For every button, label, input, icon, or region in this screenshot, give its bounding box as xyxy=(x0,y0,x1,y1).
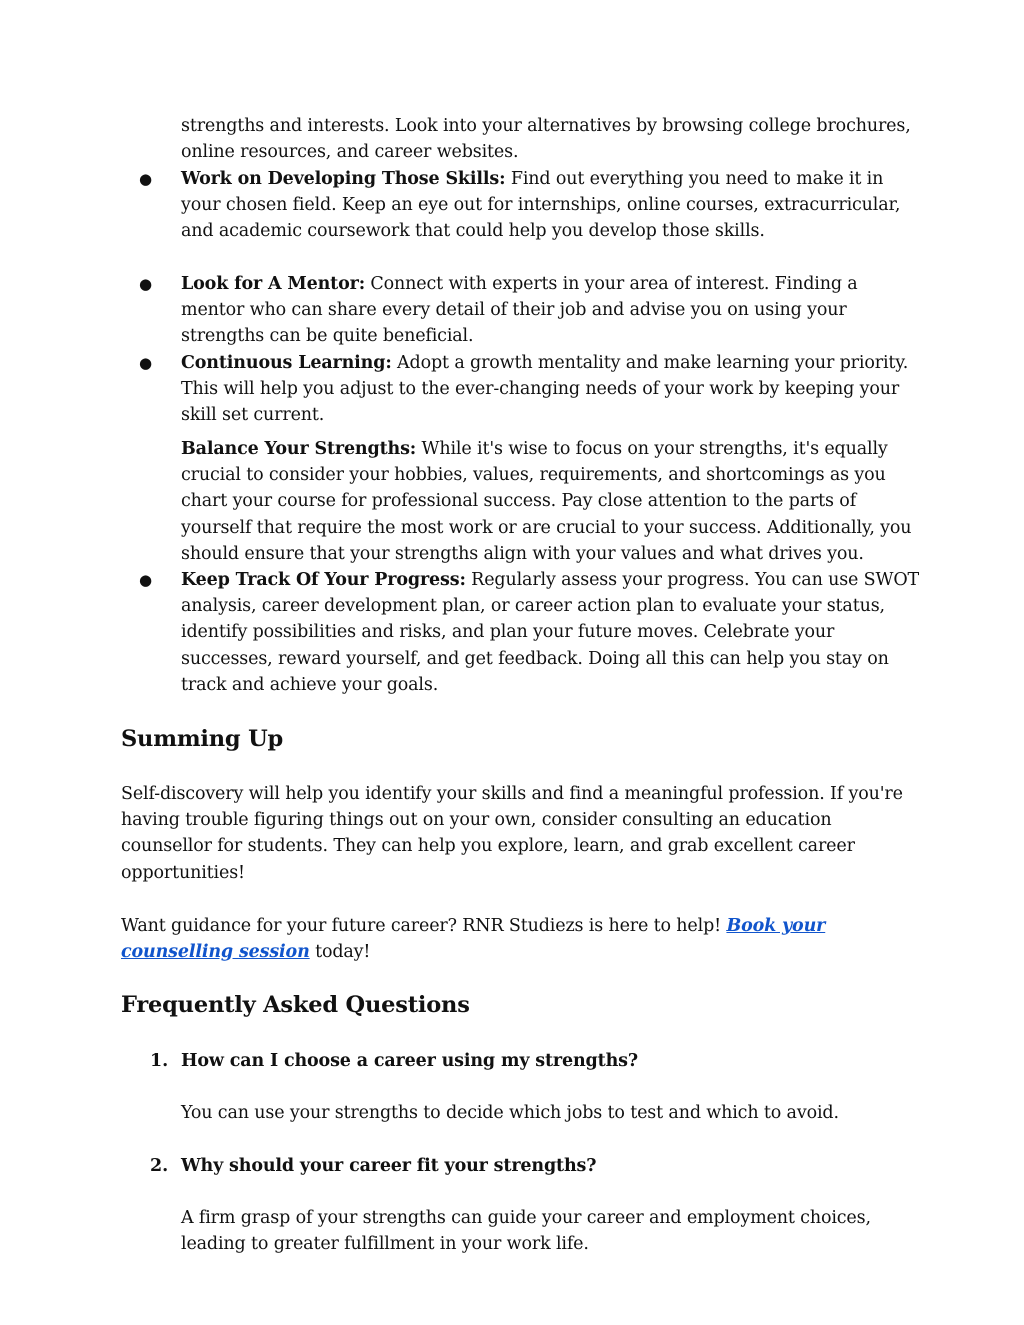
intro-continuation: strengths and interests. Look into your alternatives by browsing college brochures, online resources, and career websites. xyxy=(181,116,911,163)
bullet-title: Keep Track Of Your Progress: xyxy=(181,570,466,590)
faq-number: 2. xyxy=(150,1156,169,1176)
faq-answer: You can use your strengths to decide which jobs to test and which to avoid. xyxy=(181,1103,839,1123)
bullet-marker: ● xyxy=(139,571,153,589)
bullet-title: Continuous Learning: xyxy=(181,353,392,373)
bullet-title: Look for A Mentor: xyxy=(181,274,366,294)
bullet-title: Work on Developing Those Skills: xyxy=(181,169,506,189)
faq-question: Why should your career fit your strengths? xyxy=(181,1156,597,1176)
cta-text-before: Want guidance for your future career? RNR Studiezs is here to help! xyxy=(121,916,727,936)
bullet-marker: ● xyxy=(139,170,153,188)
bullet-track-progress xyxy=(181,567,921,698)
bullet-text: Regularly assess your progress. You can use SWOT analysis, career development plan, or career action plan to evaluate your status, identify possibilities and risks, and plan your future moves. Celebrate your successes, reward yourself, and get feedback. Doing all this can help you stay on track and achieve your goals. xyxy=(181,570,920,695)
faq-answer: A firm grasp of your strengths can guide your career and employment choices, leading to greater fulfillment in your work life. xyxy=(181,1208,871,1255)
faq-question: How can I choose a career using my strengths? xyxy=(181,1051,638,1071)
cta-paragraph xyxy=(121,913,911,965)
bullet-text: Find out everything you need to make it in your chosen field. Keep an eye out for internships, online courses, extracurricular, and academic coursework that could help you develop those skills. xyxy=(181,169,901,242)
bullet-continuous-learning xyxy=(181,350,921,429)
balance-strengths-paragraph xyxy=(181,436,921,567)
cta-text-after: today! xyxy=(309,942,371,963)
summing-up-paragraph: Self-discovery will help you identify your skills and find a meaningful profession. If you're having trouble figuring things out on your own, consider consulting an education counsellor for students. They can help you explore, learn, and grab excellent career opportunities! xyxy=(121,784,903,883)
faq-number: 1. xyxy=(150,1051,169,1071)
faq-heading: Frequently Asked Questions xyxy=(121,992,470,1018)
bullet-text: Adopt a growth mentality and make learning your priority. This will help you adjust to the ever-changing needs of your work by keeping your skill set current. xyxy=(181,353,909,426)
bullet-marker: ● xyxy=(139,275,153,293)
bullet-mentor xyxy=(181,271,921,350)
bullet-marker: ● xyxy=(139,354,153,372)
bullet-text: Connect with experts in your area of interest. Finding a mentor who can share every detail of their job and advise you on using your strengths can be quite beneficial. xyxy=(181,274,858,347)
book-session-link[interactable]: Book your counselling session xyxy=(121,916,826,963)
bullet-developing-skills xyxy=(181,166,921,245)
summing-up-heading: Summing Up xyxy=(121,726,284,752)
balance-title: Balance Your Strengths: xyxy=(181,439,417,459)
balance-text: While it's wise to focus on your strengths, it's equally crucial to consider your hobbies, values, requirements, and shortcomings as you chart your course for professional success. Pay close attention to the parts of yourself that require the most work or are crucial to your success. Additionally, you should ensure that your strengths align with your values and what drives you. xyxy=(181,439,912,564)
